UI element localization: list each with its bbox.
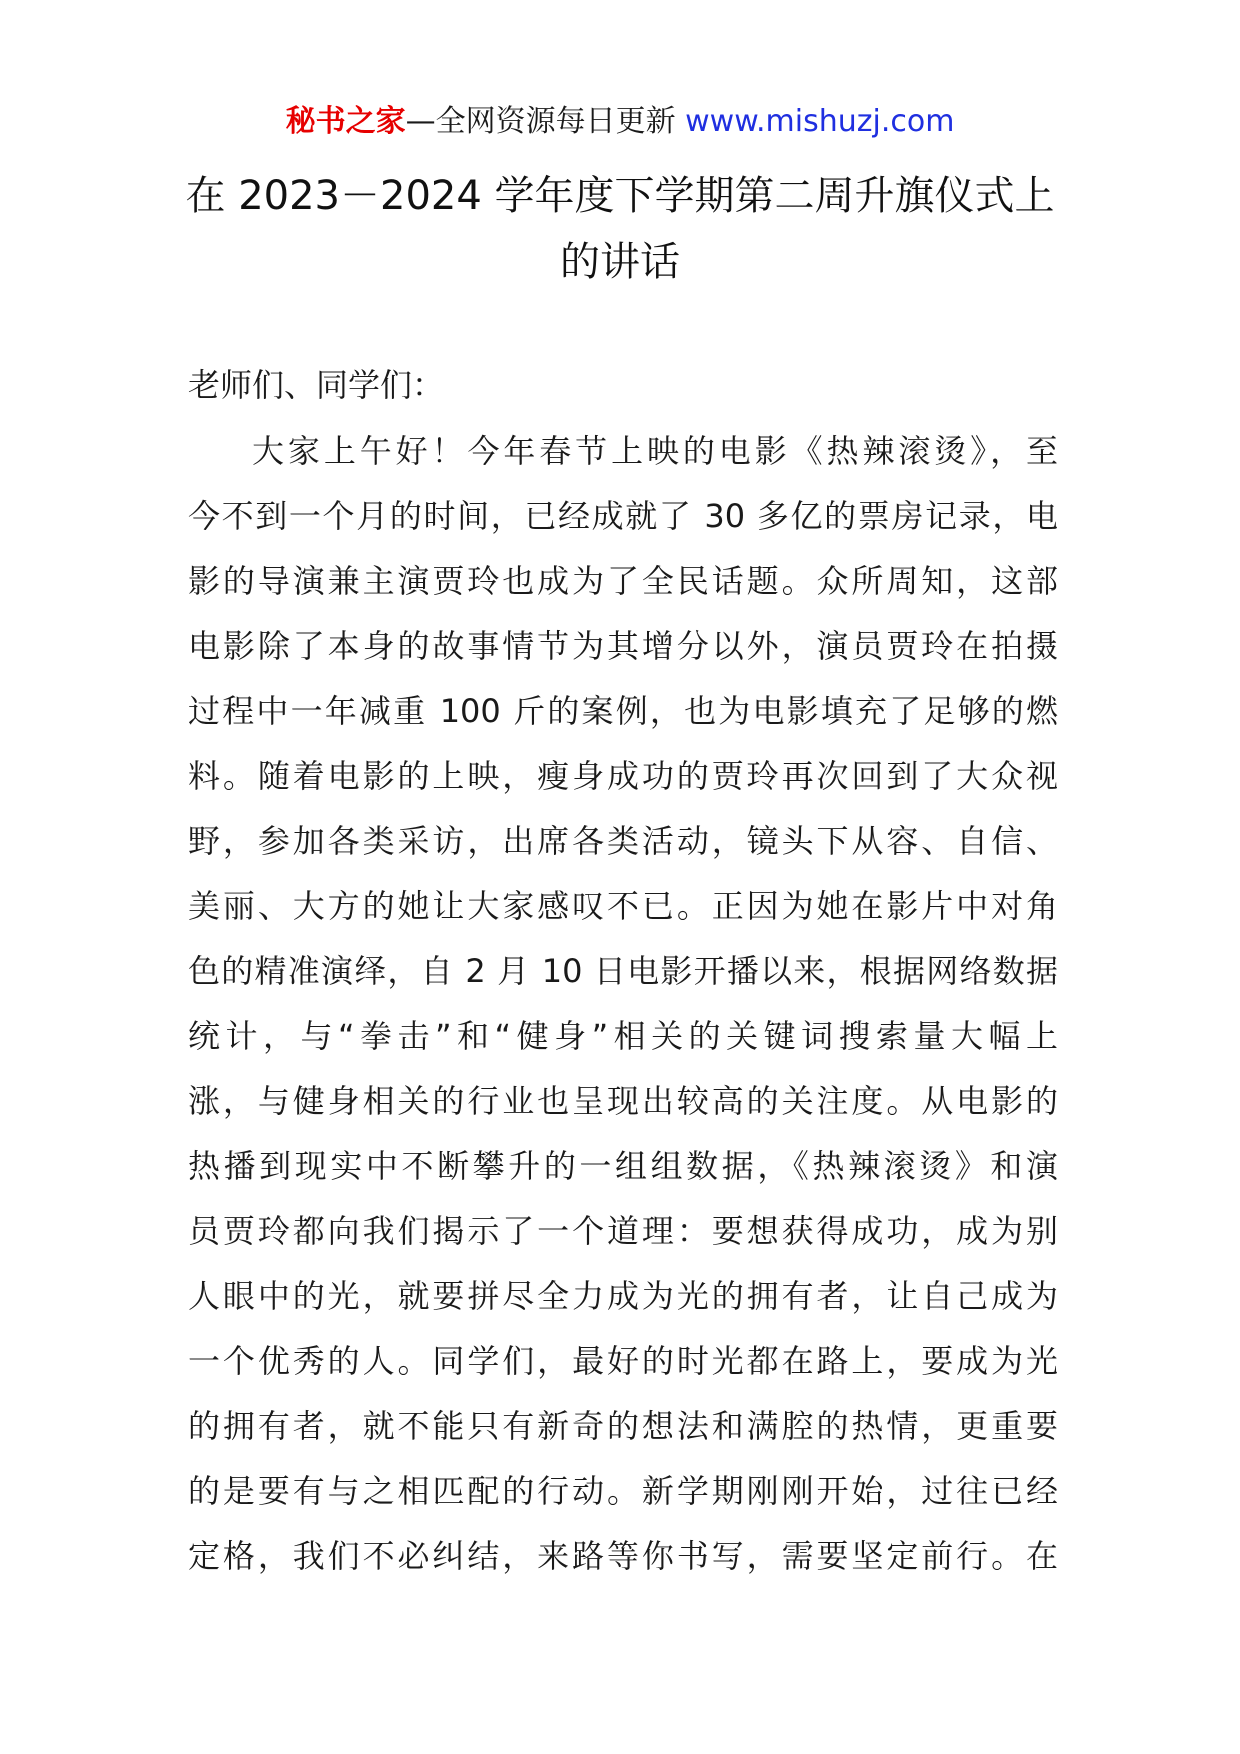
- title-line-1: 在 2023－2024 学年度下学期第二周升旗仪式上: [185, 173, 1055, 219]
- body-line: 大家上午好！今年春节上映的电影《热辣滚烫》，至: [252, 432, 1058, 470]
- title-line-2: 的讲话: [560, 239, 680, 285]
- body-line: 色的精准演绎，自 2 月 10 日电影开播以来，根据网络数据: [188, 952, 1058, 990]
- body-line: 涨，与健身相关的行业也呈现出较高的关注度。从电影的: [188, 1082, 1058, 1120]
- body-line: 人眼中的光，就要拼尽全力成为光的拥有者，让自己成为: [188, 1277, 1058, 1315]
- body-line: 美丽、大方的她让大家感叹不已。正因为她在影片中对角: [188, 887, 1058, 925]
- salutation: 老师们、同学们：: [188, 366, 445, 404]
- body-line: 影的导演兼主演贾玲也成为了全民话题。众所周知，这部: [188, 562, 1058, 600]
- site-header: [0, 100, 1240, 144]
- body-line: 热播到现实中不断攀升的一组组数据，《热辣滚烫》和演: [188, 1147, 1058, 1185]
- body-line: 员贾玲都向我们揭示了一个道理：要想获得成功，成为别: [188, 1212, 1058, 1250]
- body-line: 统计，与“拳击”和“健身”相关的关键词搜索量大幅上: [188, 1017, 1058, 1055]
- body-line: 定格，我们不必纠结，来路等你书写，需要坚定前行。在: [188, 1537, 1058, 1575]
- body-line: 一个优秀的人。同学们，最好的时光都在路上，要成为光: [188, 1342, 1058, 1380]
- body-line: 的是要有与之相匹配的行动。新学期刚刚开始，过往已经: [188, 1472, 1058, 1510]
- header-tagline: —全网资源每日更新: [405, 104, 686, 139]
- body-line: 野，参加各类采访，出席各类活动，镜头下从容、自信、: [188, 822, 1058, 860]
- body-line: 的拥有者，就不能只有新奇的想法和满腔的热情，更重要: [188, 1407, 1058, 1445]
- body-line: 电影除了本身的故事情节为其增分以外，演员贾玲在拍摄: [188, 627, 1058, 665]
- brand-name: 秘书之家: [285, 104, 406, 139]
- speech-body: [188, 429, 1058, 1599]
- site-url-link[interactable]: www.mishuzj.com: [685, 104, 955, 139]
- body-line: 料。随着电影的上映，瘦身成功的贾玲再次回到了大众视: [188, 757, 1058, 795]
- document-title: [150, 163, 1090, 295]
- body-line: 今不到一个月的时间，已经成就了 30 多亿的票房记录，电: [188, 497, 1058, 535]
- body-line: 过程中一年减重 100 斤的案例，也为电影填充了足够的燃: [188, 692, 1058, 730]
